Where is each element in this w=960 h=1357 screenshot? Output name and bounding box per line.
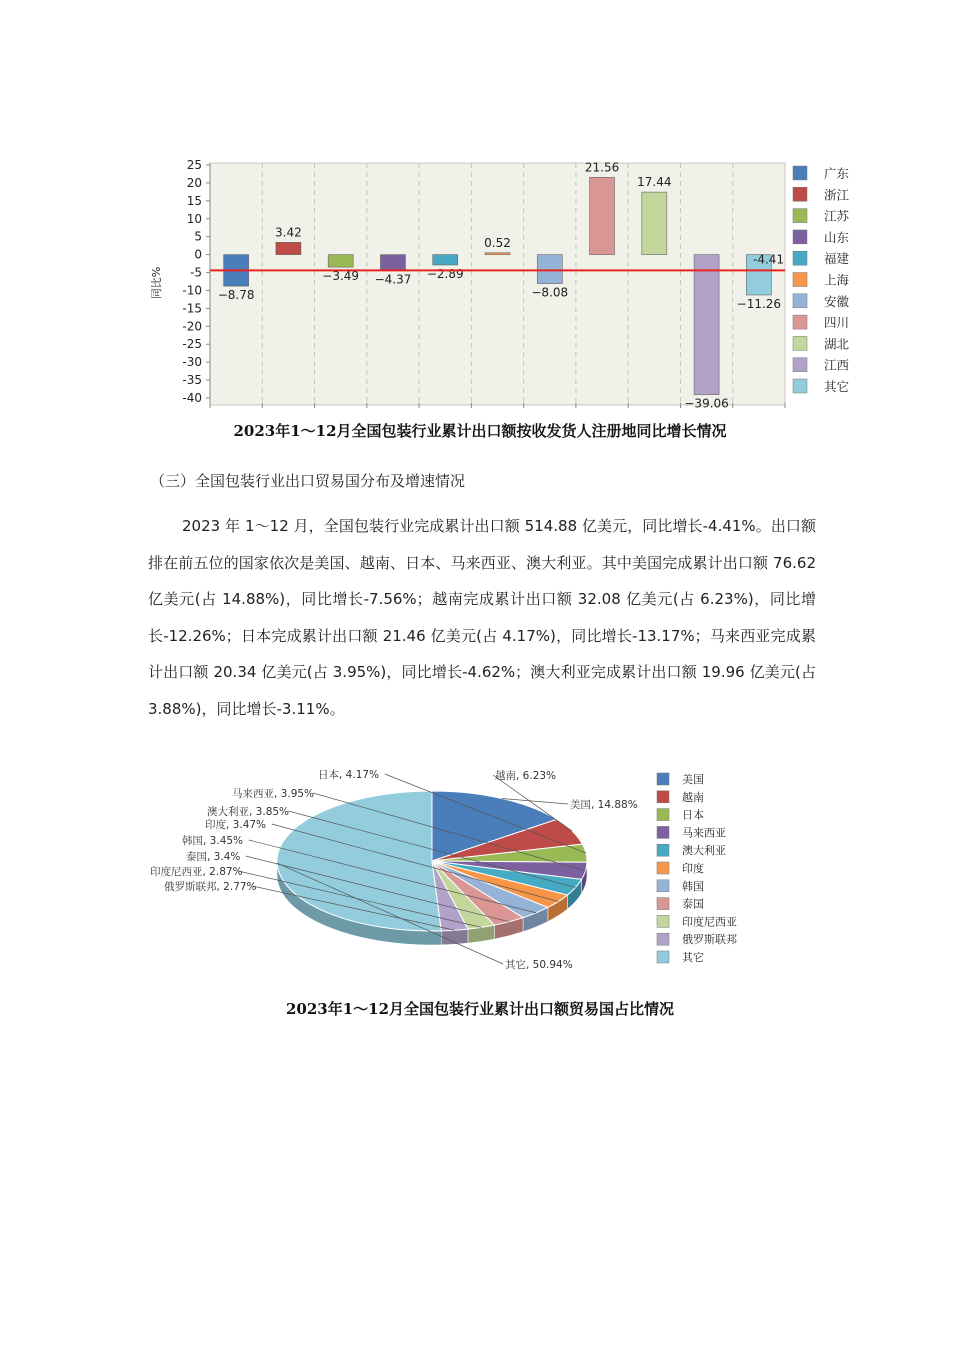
- pie-legend-swatch: [657, 773, 669, 785]
- pie-legend-label: 印度尼西亚: [682, 915, 737, 929]
- pie-slice-label: 马来西亚, 3.95%: [232, 788, 315, 800]
- pie-legend-swatch: [657, 791, 669, 803]
- y-tick-label: 0: [194, 247, 202, 262]
- bar-value-label: −11.26: [736, 296, 782, 311]
- legend-swatch: [793, 379, 807, 393]
- pie-legend-label: 越南: [682, 790, 704, 804]
- pie-slice-label: 泰国, 3.4%: [186, 851, 241, 863]
- y-axis-label: 同比%: [150, 266, 163, 300]
- y-tick-label: 25: [186, 158, 202, 172]
- legend-swatch: [793, 336, 807, 350]
- y-tick-label: -30: [182, 355, 202, 370]
- bar-chart-caption: 2023年1～12月全国包装行业累计出口额按收发货人注册地同比增长情况: [233, 422, 727, 440]
- legend-swatch: [793, 251, 807, 265]
- pie-legend-label: 马来西亚: [682, 826, 726, 840]
- bar-value-label: 3.42: [275, 225, 302, 240]
- body-paragraph: 2023 年 1～12 月，全国包装行业完成累计出口额 514.88 亿美元，同比增长-4.41%。出口额排在前五位的国家依次是美国、越南、日本、马来西亚、澳大利亚。其中美国完成累计出口额 76.62 亿美元(占 14.88%)，同比增长-7.56%；越南完成累计出口额 32.08 亿美元(占 6.23%)，同比增长-12.26%；日本完成累计出口额 21.46 亿美元(占 4.17%)，同比增长-13.17%；马来西亚完成累计出口额 20.34 亿美元(占 3.95%)，同比增长-4.62%；澳大利亚完成累计出口额 19.96 亿美元(占 3.88%)，同比增长-3.11%。: [148, 517, 816, 718]
- bar-chart: [140, 155, 860, 415]
- pie-legend-swatch: [657, 898, 669, 910]
- legend-label: 安徽: [824, 293, 850, 309]
- pie-slice-label: 韩国, 3.45%: [182, 835, 244, 847]
- legend-label: 其它: [824, 379, 850, 394]
- pie-chart-caption: 2023年1～12月全国包装行业累计出口额贸易国占比情况: [285, 1000, 675, 1018]
- section-heading: （三）全国包装行业出口贸易国分布及增速情况: [150, 472, 466, 490]
- pie-legend-swatch: [657, 933, 669, 945]
- pie-slice-label: 俄罗斯联邦, 2.77%: [164, 881, 257, 893]
- y-tick-label: -35: [182, 373, 202, 388]
- bar-value-label: 21.56: [584, 160, 620, 175]
- legend-label: 湖北: [824, 336, 850, 352]
- pie-legend-label: 美国: [682, 773, 704, 786]
- bar-安徽: [537, 255, 562, 284]
- pie-legend-label: 韩国: [682, 879, 704, 893]
- bar-山东: [380, 255, 405, 271]
- bar-上海: [485, 253, 510, 255]
- legend-swatch: [793, 230, 807, 244]
- bar-value-label: −39.06: [684, 396, 729, 411]
- y-tick-label: 5: [194, 229, 202, 244]
- pie-slice-label: 印度尼西亚, 2.87%: [150, 866, 243, 878]
- pie-chart: [150, 760, 800, 975]
- legend-swatch: [793, 315, 807, 329]
- y-tick-label: -25: [182, 337, 202, 352]
- pie-legend-swatch: [657, 809, 669, 821]
- y-tick-label: -10: [182, 283, 202, 298]
- pie-legend-swatch: [657, 844, 669, 856]
- legend-swatch: [793, 358, 807, 372]
- pie-slice-label: 印度, 3.47%: [205, 819, 267, 831]
- y-tick-label: -20: [182, 319, 202, 334]
- legend-label: 福建: [824, 251, 850, 267]
- bar-value-label: −3.49: [322, 269, 360, 284]
- y-tick-label: -40: [182, 391, 202, 405]
- pie-legend-label: 俄罗斯联邦: [682, 933, 737, 947]
- y-tick-label: 10: [186, 211, 202, 226]
- legend-swatch: [793, 187, 807, 201]
- pie-slice-label: 其它, 50.94%: [505, 959, 573, 971]
- y-tick-label: -15: [182, 301, 202, 316]
- legend-swatch: [793, 166, 807, 180]
- bar-湖北: [642, 192, 667, 255]
- pie-slice-label: 日本, 4.17%: [318, 769, 380, 781]
- pie-legend-label: 印度: [682, 862, 704, 875]
- pie-slice-label: 澳大利亚, 3.85%: [207, 806, 290, 818]
- y-tick-label: 20: [186, 175, 202, 190]
- bar-value-label: 0.52: [484, 235, 511, 250]
- reference-line-label: -4.41: [753, 252, 785, 267]
- legend-label: 广东: [824, 166, 850, 181]
- pie-legend-swatch: [657, 951, 669, 963]
- legend-label: 山东: [824, 229, 850, 245]
- bar-江西: [694, 255, 719, 395]
- pie-slice-label: 美国, 14.88%: [570, 799, 638, 811]
- pie-legend-swatch: [657, 880, 669, 892]
- legend-swatch: [793, 273, 807, 287]
- bar-value-label: −2.89: [426, 266, 464, 281]
- pie-legend-swatch: [657, 915, 669, 927]
- bar-福建: [433, 255, 458, 265]
- legend-swatch: [793, 294, 807, 308]
- y-tick-label: 15: [186, 193, 202, 208]
- legend-label: 江苏: [824, 208, 850, 224]
- pie-legend-swatch: [657, 862, 669, 874]
- pie-legend-label: 日本: [682, 808, 704, 822]
- legend-label: 上海: [824, 272, 850, 288]
- bar-value-label: −4.37: [374, 272, 412, 287]
- legend-label: 四川: [824, 315, 850, 331]
- bar-江苏: [328, 255, 353, 268]
- pie-legend-label: 泰国: [682, 897, 704, 911]
- legend-label: 江西: [824, 357, 850, 373]
- legend-label: 浙江: [824, 187, 850, 203]
- pie-legend-label: 其它: [682, 951, 704, 964]
- bar-四川: [590, 177, 615, 254]
- bar-value-label: 17.44: [637, 175, 672, 190]
- bar-浙江: [276, 242, 301, 254]
- y-tick-label: -5: [190, 265, 202, 280]
- pie-slice-label: 越南, 6.23%: [495, 770, 557, 782]
- pie-legend-swatch: [657, 826, 669, 838]
- bar-value-label: −8.08: [531, 285, 569, 300]
- pie-legend-label: 澳大利亚: [682, 844, 726, 858]
- bar-value-label: −8.78: [217, 288, 255, 303]
- legend-swatch: [793, 209, 807, 223]
